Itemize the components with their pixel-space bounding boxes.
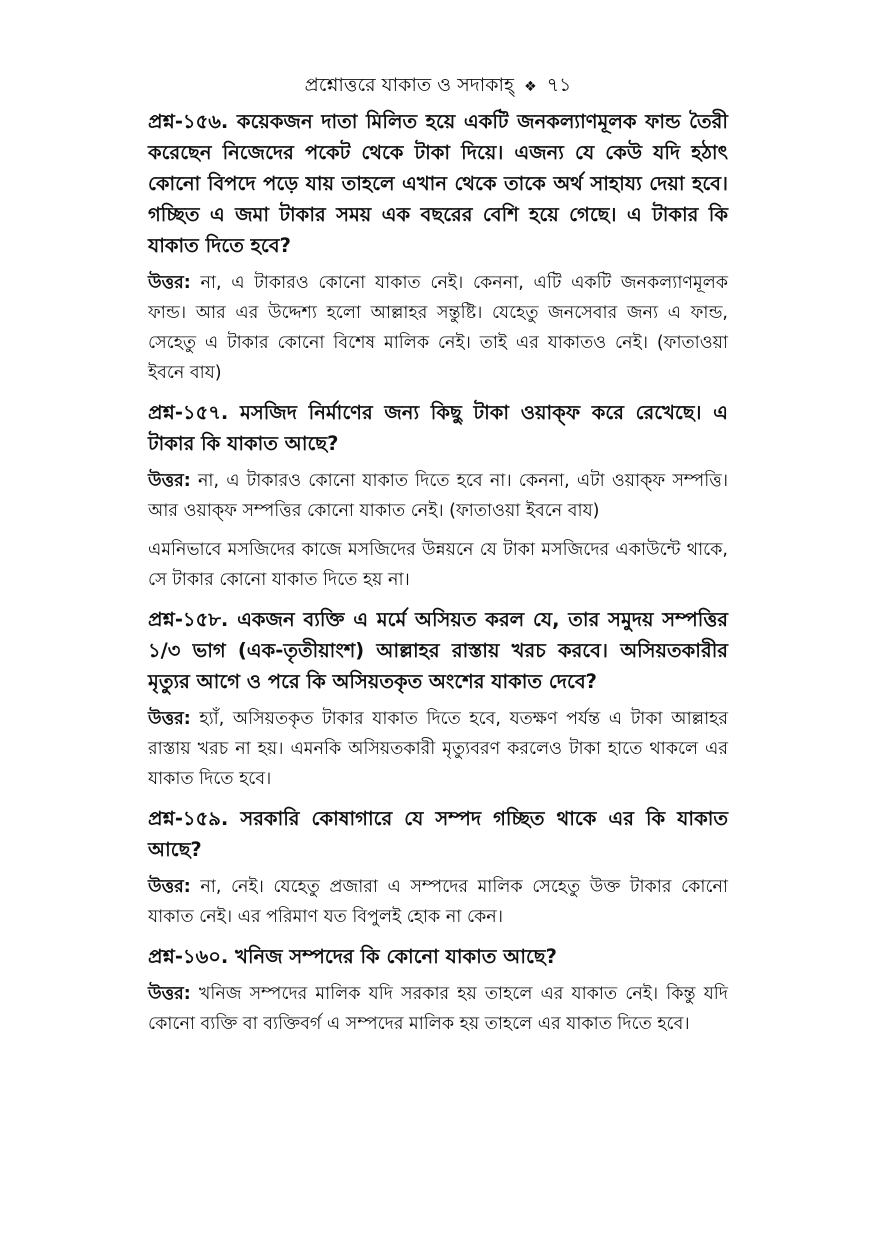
question-156 (148, 106, 728, 261)
answer-label: উত্তর: (148, 709, 191, 729)
question-157 (148, 397, 728, 459)
running-header (148, 70, 728, 102)
answer-160 (148, 979, 728, 1039)
question-text: কয়েকজন দাতা মিলিত হয়ে একটি জনকল্যাণমূলক ফান্ড তৈরী করেছেন নিজেদের পকেট থেকে টাকা দিয়ে। এজন্য যে কেউ যদি হঠাৎ কোনো বিপদে পড়ে যায় তাহলে এখান থেকে তাকে অর্থ সাহায্য দেয়া হবে। গচ্ছিত এ জমা টাকার সময় এক বছরের বেশি হয়ে গেছে। এ টাকার কি যাকাত দিতে হবে? (148, 110, 728, 257)
qa-block-160 (148, 941, 728, 1039)
book-page (148, 70, 728, 1220)
question-label: প্রশ্ন-১৫৯. (148, 807, 229, 830)
answer-label: উত্তর: (148, 984, 191, 1004)
qa-block-157 (148, 397, 728, 595)
diamond-ornament-icon: ❖ (524, 79, 537, 95)
qa-block-156 (148, 106, 728, 388)
answer-text: হ্যাঁ, অসিয়তকৃত টাকার যাকাত দিতে হবে, যতক্ষণ পর্যন্ত এ টাকা আল্লাহর রাস্তায় খরচ না হয়। এমনকি অসিয়তকারী মৃত্যুবরণ করলেও টাকা হাতে থাকলে এর যাকাত দিতে হবে। (148, 709, 728, 789)
page-number: ৭১ (546, 74, 572, 96)
question-160 (148, 941, 728, 972)
answer-label: উত্তর: (148, 273, 191, 293)
qa-block-159 (148, 803, 728, 932)
answer-157-extra: এমনিভাবে মসজিদের কাজে মসজিদের উন্নয়নে যে টাকা মসজিদের একাউন্টে থাকে, সে টাকার কোনো যাকাত দিতে হয় না। (148, 540, 728, 590)
question-label: প্রশ্ন-১৫৮. (148, 608, 229, 631)
header-title: প্রশ্নোত্তরে যাকাত ও সদাকাহ্ (304, 74, 515, 96)
question-text: মসজিদ নির্মাণের জন্য কিছু টাকা ওয়াক্ফ করে রেখেছে। এ টাকার কি যাকাত আছে? (148, 401, 729, 455)
question-158 (148, 604, 728, 697)
answer-text: না, এ টাকারও কোনো যাকাত দিতে হবে না। কেননা, এটা ওয়াক্ফ সম্পত্তি। আর ওয়াক্ফ সম্পত্তির কোনো যাকাত নেই। (ফাতাওয়া ইবনে বায) (148, 471, 728, 521)
question-text: একজন ব্যক্তি এ মর্মে অসিয়ত করল যে, তার সমুদয় সম্পত্তির ১/৩ ভাগ (এক-তৃতীয়াংশ) আল্লাহর রাস্তায় খরচ করবে। অসিয়তকারীর মৃত্যুর আগে ও পরে কি অসিয়তকৃত অংশের যাকাত দেবে? (148, 608, 728, 693)
qa-block-158 (148, 604, 728, 794)
answer-text: খনিজ সম্পদের মালিক যদি সরকার হয় তাহলে এর যাকাত নেই। কিন্তু যদি কোনো ব্যক্তি বা ব্যক্তিবর্গ এ সম্পদের মালিক হয় তাহলে এর যাকাত দিতে হবে। (148, 984, 728, 1034)
question-label: প্রশ্ন-১৫৬. (148, 110, 229, 133)
question-159 (148, 803, 728, 865)
answer-156 (148, 268, 728, 388)
question-text: খনিজ সম্পদের কি কোনো যাকাত আছে? (235, 945, 557, 968)
answer-text: না, নেই। যেহেতু প্রজারা এ সম্পদের মালিক সেহেতু উক্ত টাকার কোনো যাকাত নেই। এর পরিমাণ যত বিপুলই হোক না কেন। (148, 877, 728, 927)
question-label: প্রশ্ন-১৫৭. (148, 401, 229, 424)
answer-label: উত্তর: (148, 877, 191, 897)
answer-157 (148, 466, 728, 526)
answer-159 (148, 872, 728, 932)
answer-text: না, এ টাকারও কোনো যাকাত নেই। কেননা, এটি একটি জনকল্যাণমূলক ফান্ড। আর এর উদ্দেশ্য হলো আল্লাহর সন্তুষ্টি। যেহেতু জনসেবার জন্য এ ফান্ড, সেহেতু এ টাকার কোনো বিশেষ মালিক নেই। তাই এর যাকাতও নেই। (ফাতাওয়া ইবনে বায) (148, 273, 728, 383)
answer-158 (148, 704, 728, 794)
question-label: প্রশ্ন-১৬০. (148, 945, 229, 968)
answer-label: উত্তর: (148, 471, 191, 491)
question-text: সরকারি কোষাগারে যে সম্পদ গচ্ছিত থাকে এর কি যাকাত আছে? (148, 807, 728, 861)
